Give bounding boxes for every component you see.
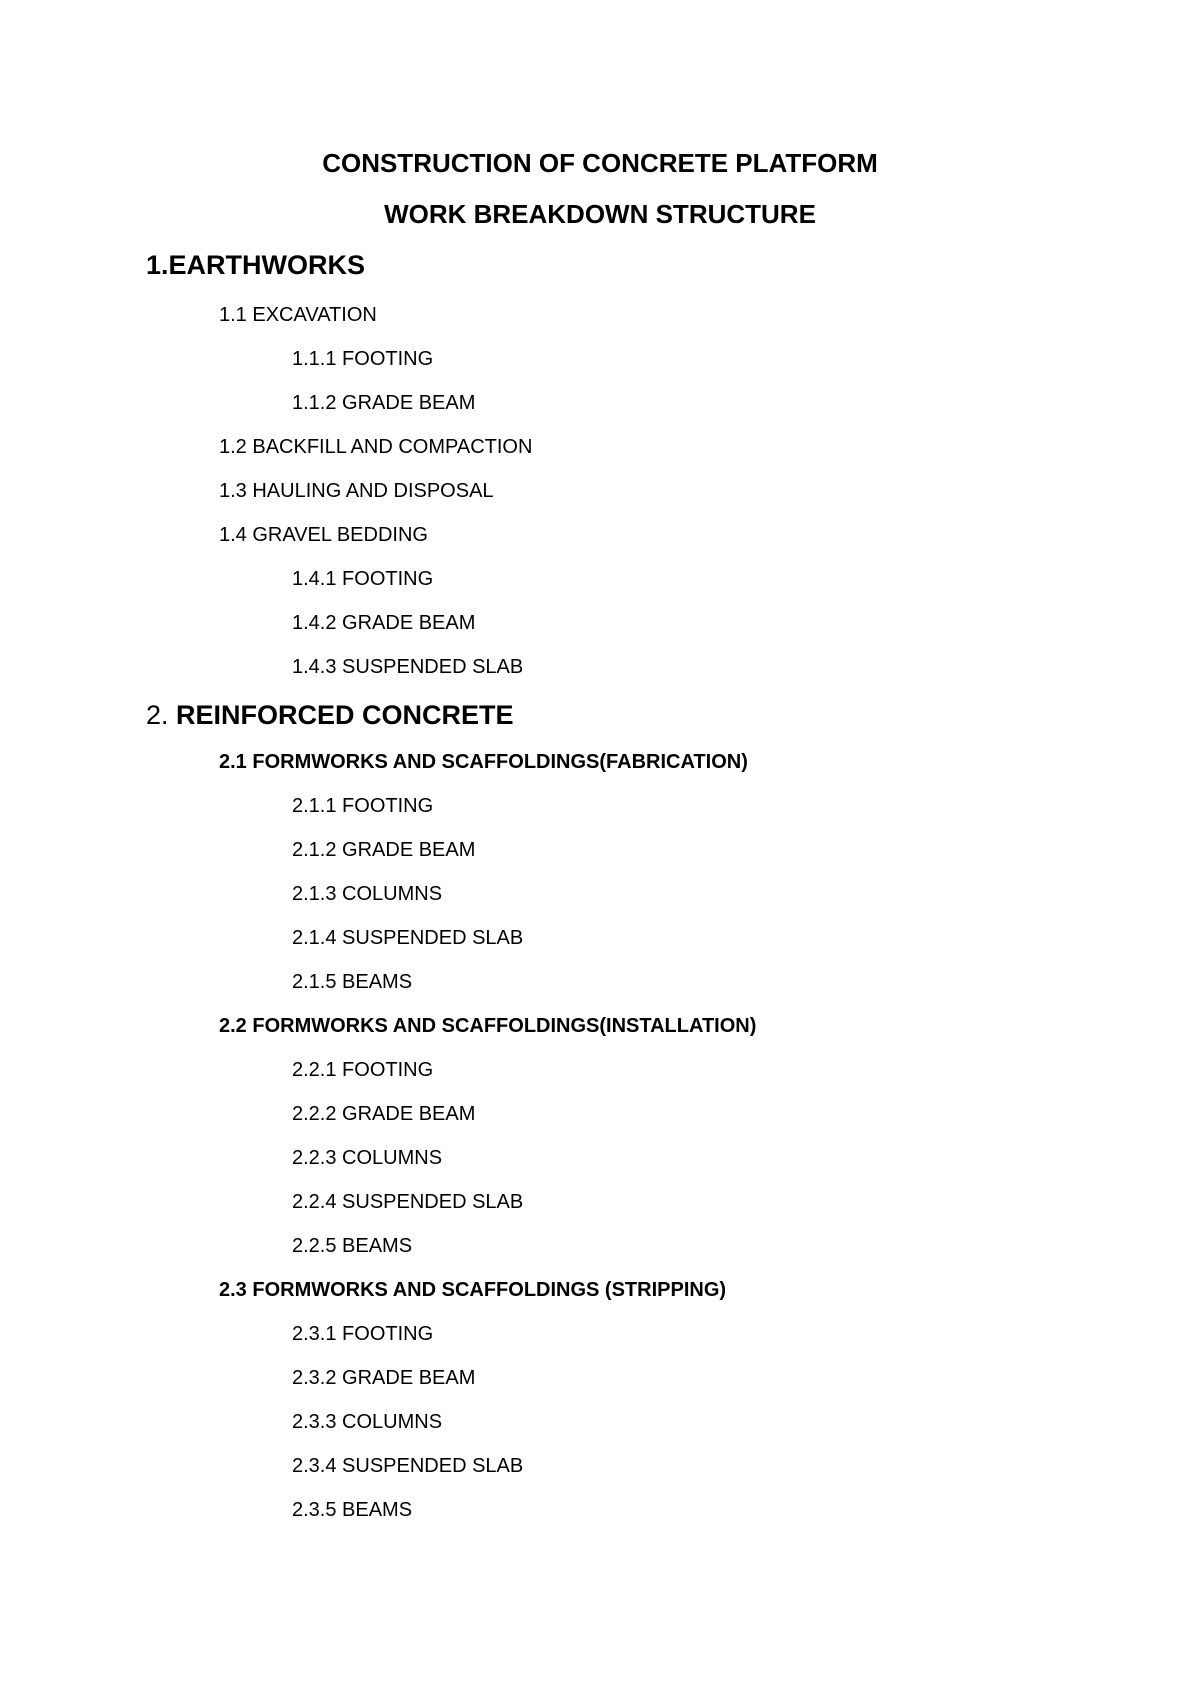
section-number: 1.: [146, 250, 169, 280]
wbs-subitem: 2.1.2 GRADE BEAM: [292, 839, 476, 861]
section-label: EARTHWORKS: [168, 250, 366, 280]
wbs-subitem: 2.1.1 FOOTING: [292, 795, 434, 817]
wbs-subitem: 2.3.1 FOOTING: [292, 1323, 434, 1345]
wbs-item: 1.3 HAULING AND DISPOSAL: [219, 480, 494, 502]
wbs-item: 2.2 FORMWORKS AND SCAFFOLDINGS(INSTALLATION): [219, 1015, 757, 1037]
wbs-subitem: 2.2.1 FOOTING: [292, 1059, 434, 1081]
wbs-item: 1.4 GRAVEL BEDDING: [219, 524, 428, 546]
wbs-subitem: 1.1.2 GRADE BEAM: [292, 392, 476, 414]
wbs-subitem: 1.4.1 FOOTING: [292, 568, 434, 590]
section-heading: [146, 702, 514, 729]
section-number: 2.: [146, 700, 169, 730]
wbs-subitem: 1.1.1 FOOTING: [292, 348, 434, 370]
wbs-subitem: 2.3.5 BEAMS: [292, 1499, 413, 1521]
document-title: CONSTRUCTION OF CONCRETE PLATFORM: [322, 148, 878, 178]
wbs-subitem: 2.2.4 SUSPENDED SLAB: [292, 1191, 524, 1213]
wbs-item: 1.1 EXCAVATION: [219, 304, 377, 326]
wbs-subitem: 2.2.5 BEAMS: [292, 1235, 413, 1257]
wbs-item: 1.2 BACKFILL AND COMPACTION: [219, 436, 533, 458]
wbs-subitem: 2.1.5 BEAMS: [292, 971, 413, 993]
wbs-subitem: 2.3.3 COLUMNS: [292, 1411, 443, 1433]
section-heading: [146, 252, 365, 279]
wbs-subitem: 1.4.2 GRADE BEAM: [292, 612, 476, 634]
section-label: REINFORCED CONCRETE: [176, 700, 514, 730]
wbs-subitem: 2.3.2 GRADE BEAM: [292, 1367, 476, 1389]
document-subtitle: WORK BREAKDOWN STRUCTURE: [384, 199, 816, 229]
wbs-subitem: 1.4.3 SUSPENDED SLAB: [292, 656, 524, 678]
wbs-subitem: 2.1.3 COLUMNS: [292, 883, 443, 905]
wbs-subitem: 2.2.3 COLUMNS: [292, 1147, 443, 1169]
wbs-item: 2.1 FORMWORKS AND SCAFFOLDINGS(FABRICATION): [219, 751, 748, 773]
wbs-subitem: 2.1.4 SUSPENDED SLAB: [292, 927, 524, 949]
wbs-subitem: 2.2.2 GRADE BEAM: [292, 1103, 476, 1125]
wbs-subitem: 2.3.4 SUSPENDED SLAB: [292, 1455, 524, 1477]
wbs-item: 2.3 FORMWORKS AND SCAFFOLDINGS (STRIPPING): [219, 1279, 727, 1301]
